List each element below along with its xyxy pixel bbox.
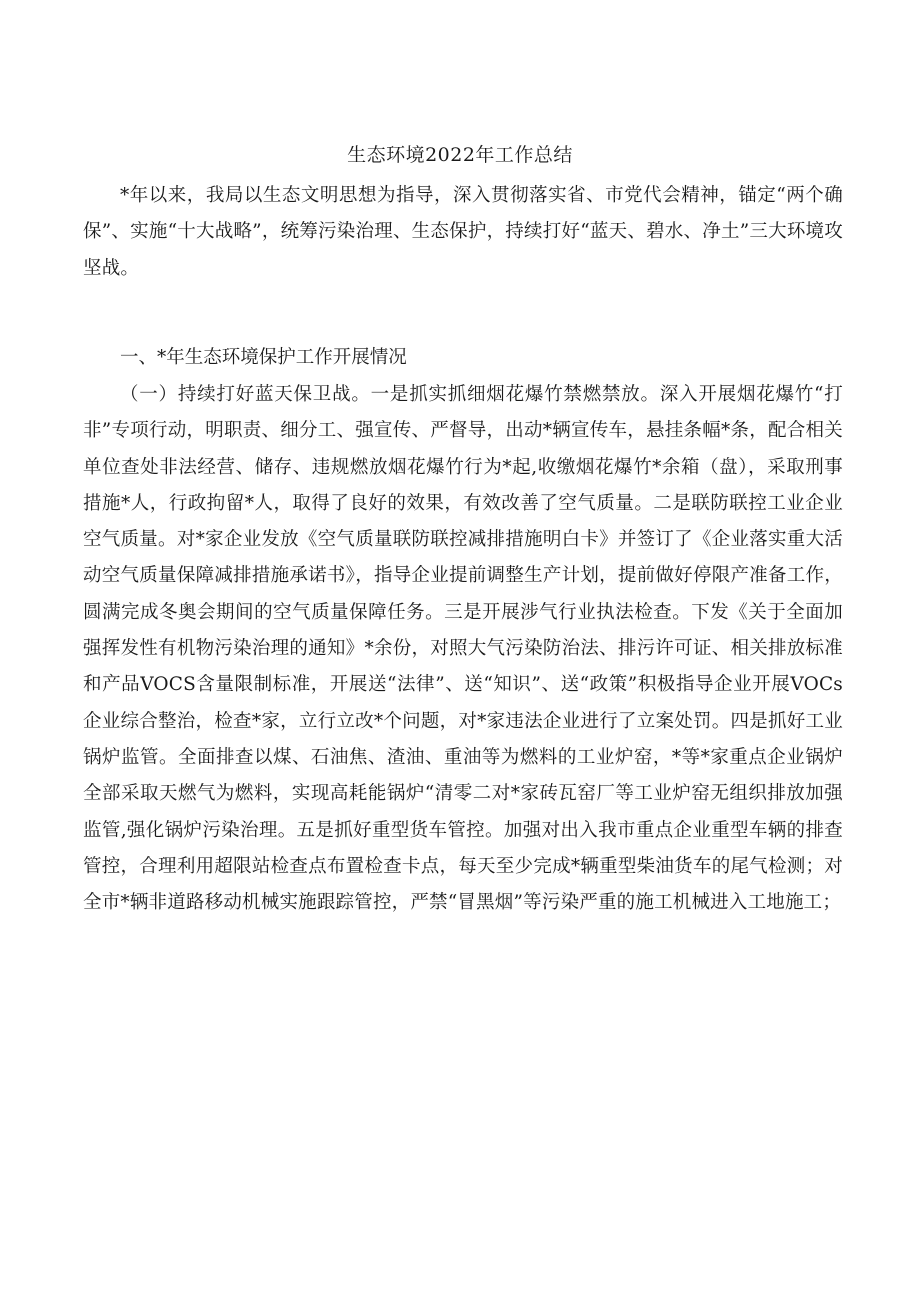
- main-paragraph: （一）持续打好蓝天保卫战。一是抓实抓细烟花爆竹禁燃禁放。深入开展烟花爆竹“打非”专项行动，明职责、细分工、强宣传、严督导，出动*辆宣传车，悬挂条幅*条，配合相关单位查处非法经营、储存、违规燃放烟花爆竹行为*起,收缴烟花爆竹*余箱（盘），采取刑事措施*人，行政拘留*人，取得了良好的效果，有效改善了空气质量。二是联防联控工业企业空气质量。对*家企业发放《空气质量联防联控减排措施明白卡》并签订了《企业落实重大活动空气质量保障减排措施承诺书》，指导企业提前调整生产计划，提前做好停限产准备工作，圆满完成冬奥会期间的空气质量保障任务。三是开展涉气行业执法检查。下发《关于全面加强挥发性有机物污染治理的通知》*余份，对照大气污染防治法、排污许可证、相关排放标准和产品VOCS含量限制标准，开展送“法律”、送“知识”、送“政策”积极指导企业开展VOCs企业综合整治，检查*家，立行立改*个问题，对*家违法企业进行了立案处罚。四是抓好工业锅炉监管。全面排查以煤、石油焦、渣油、重油等为燃料的工业炉窑，*等*家重点企业锅炉全部采取天燃气为燃料，实现高耗能锅炉“清零二对*家砖瓦窑厂等工业炉窑无组织排放加强监管,强化锅炉污染治理。五是抓好重型货车管控。加强对出入我市重点企业重型车辆的排查管控，合理利用超限站检查点布置检查卡点，每天至少完成*辆重型柴油货车的尾气检测；对全市*辆非道路移动机械实施跟踪管控，严禁“冒黑烟”等污染严重的施工机械进入工地施工；: [83, 384, 843, 914]
- section-heading: 一、*年生态环境保护工作开展情况: [120, 347, 407, 368]
- intro-paragraph: *年以来，我局以生态文明思想为指导，深入贯彻落实省、市党代会精神，锚定“两个确保”、实施“十大战略”，统筹污染治理、生态保护，持续打好“蓝天、碧水、净土”三大环境攻坚战。: [83, 185, 843, 279]
- document-title: 生态环境2022年工作总结: [347, 144, 573, 166]
